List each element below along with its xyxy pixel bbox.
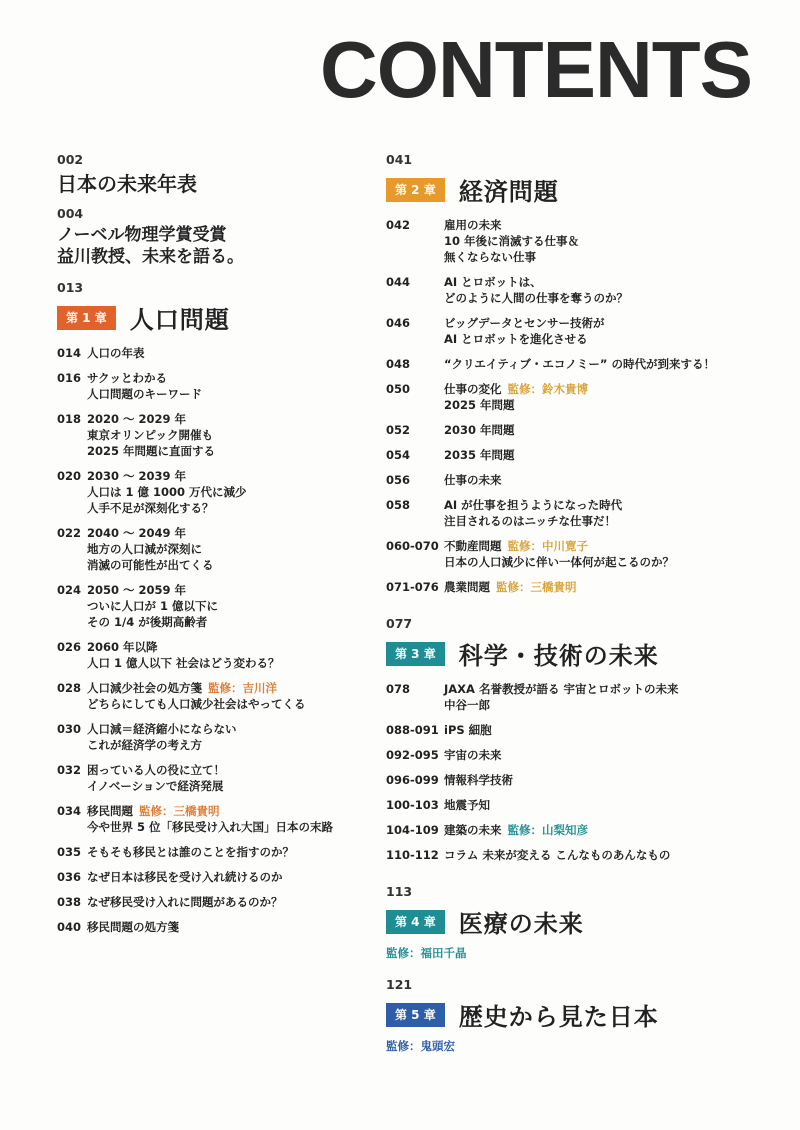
supervisor-label: 監修：吉川洋	[208, 681, 277, 695]
entry-line: 2050 ～ 2059 年	[87, 583, 187, 597]
entry-page-number: 058	[386, 498, 411, 512]
entry-text	[87, 869, 283, 885]
entry-page-number: 038	[57, 895, 82, 909]
entry-line: どのように人間の仕事を奪うのか？	[444, 291, 628, 305]
entry-line: 情報科学技術	[444, 773, 513, 787]
entry-page-number: 048	[386, 357, 411, 371]
chapter-badge: 第 2 章	[386, 178, 445, 202]
entry-text	[444, 315, 605, 347]
toc-entry	[386, 472, 766, 488]
entry-line: 人口減＝経済縮小にならない	[87, 722, 237, 736]
toc-entry	[57, 370, 377, 402]
entry-page-number: 104-109	[386, 823, 439, 837]
entry-line: 東京オリンピック開催も	[87, 428, 214, 442]
toc-entry	[57, 894, 377, 910]
entry-text	[444, 772, 513, 788]
entry-line: AI が仕事を担うようになった時代	[444, 498, 623, 512]
entry-page-number: 100-103	[386, 798, 439, 812]
toc-entry	[386, 356, 766, 372]
toc-entry	[57, 844, 377, 860]
entry-page-number: 018	[57, 412, 82, 426]
supervisor-label: 監修：三橋貴明	[139, 804, 220, 818]
spacer	[386, 965, 766, 977]
toc-entry	[57, 411, 377, 459]
entry-line: これが経済学の考え方	[87, 738, 202, 752]
entry-line: なぜ日本は移民を受け入れ続けるのか	[87, 870, 283, 884]
entry-text	[87, 762, 225, 794]
entry-line: 2060 年以降	[87, 640, 158, 654]
entry-line: 人口 1 億人以下 社会はどう変わる？	[87, 656, 280, 670]
entry-line: 無くならない仕事	[444, 250, 536, 264]
toc-entry	[386, 847, 766, 863]
toc-entry	[57, 468, 377, 516]
entry-text	[87, 894, 283, 910]
entry-line: 人手不足が深刻化する？	[87, 501, 214, 515]
chapter-page-number: 013	[57, 280, 84, 295]
toc-entry	[386, 497, 766, 529]
supervisor-label: 監修：山梨知彦	[507, 823, 588, 837]
entry-text	[87, 525, 214, 573]
entry-line: 2025 年問題に直面する	[87, 444, 216, 458]
entry-page-number: 110-112	[386, 848, 439, 862]
entry-text	[87, 411, 215, 459]
entry-text	[87, 370, 202, 402]
entry-line: 2030 ～ 2039 年	[87, 469, 187, 483]
entry-text	[87, 582, 218, 630]
entry-line: 移民問題の処方箋	[87, 920, 179, 934]
entry-line: コラム 未来が変える こんなものあんなもの	[444, 848, 671, 862]
entry-line: iPS 細胞	[444, 723, 492, 737]
entry-page-number: 046	[386, 316, 411, 330]
entry-page-number: 032	[57, 763, 82, 777]
chapter-badge: 第 5 章	[386, 1003, 445, 1027]
toc-entry	[386, 422, 766, 438]
toc-entry	[386, 772, 766, 788]
entry-page-number: 014	[57, 346, 82, 360]
contents-heading: CONTENTS	[320, 25, 752, 114]
entry-text	[87, 468, 247, 516]
entry-line: JAXA 名誉教授が語る 宇宙とロボットの未来	[444, 682, 679, 696]
chapter-5-heading	[386, 997, 766, 1032]
toc-entry	[386, 747, 766, 763]
intro-page-number: 004	[57, 206, 84, 221]
entry-page-number: 060-070	[386, 539, 439, 553]
entry-line: 注目されるのはニッチな仕事だ！	[444, 514, 617, 528]
chapter-badge: 第 4 章	[386, 910, 445, 934]
toc-entry	[386, 274, 766, 306]
entry-line: その 1/4 が後期高齢者	[87, 615, 208, 629]
toc-entry	[57, 869, 377, 885]
chapter-supervisor: 監修：鬼頭宏	[386, 1039, 455, 1053]
toc-entry	[386, 822, 766, 838]
spacer	[386, 872, 766, 884]
entry-line: 困っている人の役に立て！	[87, 763, 225, 777]
entry-page-number: 050	[386, 382, 411, 396]
entry-page-number: 052	[386, 423, 411, 437]
entry-line: 人口減少社会の処方箋 監修：吉川洋	[87, 681, 277, 695]
entry-page-number: 078	[386, 682, 411, 696]
intro-page-number: 002	[57, 152, 84, 167]
spacer	[386, 604, 766, 616]
entry-line: 人口は 1 億 1000 万代に減少	[87, 485, 247, 499]
entry-line: ついに人口が 1 億以下に	[87, 599, 219, 613]
toc-entry	[386, 538, 766, 570]
intro-title	[57, 224, 377, 268]
entry-page-number: 056	[386, 473, 411, 487]
chapter-title: 人口問題	[129, 306, 230, 334]
entry-text	[444, 381, 588, 413]
entry-page-number: 071-076	[386, 580, 439, 594]
entry-line: “クリエイティブ・エコノミー” の時代が到来する！	[444, 357, 715, 371]
entry-line: サクッとわかる	[87, 371, 168, 385]
entry-text	[87, 721, 237, 753]
entry-line: 地方の人口減が深刻に	[87, 542, 202, 556]
entry-text	[444, 579, 577, 595]
toc-entry	[57, 582, 377, 630]
left-column	[57, 152, 377, 944]
chapter-page-number: 041	[386, 152, 413, 167]
entry-line: 仕事の変化 監修：鈴木貴博	[444, 382, 588, 396]
entry-page-number: 020	[57, 469, 82, 483]
toc-entry	[57, 803, 377, 835]
entry-text	[444, 847, 670, 863]
entry-text	[444, 681, 678, 713]
supervisor-label: 監修：中川寛子	[507, 539, 588, 553]
entry-line: 10 年後に消滅する仕事＆	[444, 234, 580, 248]
entry-line: 地震予知	[444, 798, 490, 812]
entry-text	[444, 822, 588, 838]
chapter-page-number: 121	[386, 977, 413, 992]
entry-page-number: 034	[57, 804, 82, 818]
entry-line: ビッグデータとセンサー技術が	[444, 316, 605, 330]
entry-text	[87, 803, 333, 835]
chapter-1-heading	[57, 300, 377, 335]
chapter-badge: 第 3 章	[386, 642, 445, 666]
entry-page-number: 026	[57, 640, 82, 654]
entry-text	[444, 447, 515, 463]
toc-entry	[386, 681, 766, 713]
entry-text	[87, 639, 280, 671]
entry-text	[87, 919, 179, 935]
entry-text	[444, 747, 502, 763]
entry-text	[444, 797, 490, 813]
entry-line: 今や世界 5 位「移民受け入れ大国」日本の末路	[87, 820, 334, 834]
supervisor-label: 監修：三橋貴明	[496, 580, 577, 594]
entry-page-number: 096-099	[386, 773, 439, 787]
right-column	[386, 152, 766, 1058]
toc-entry	[57, 721, 377, 753]
entry-page-number: 030	[57, 722, 82, 736]
toc-entry	[57, 345, 377, 361]
entry-page-number: 022	[57, 526, 82, 540]
toc-entry	[57, 680, 377, 712]
toc-entry	[57, 525, 377, 573]
entry-line: 消滅の可能性が出てくる	[87, 558, 214, 572]
chapter-2-heading	[386, 172, 766, 207]
entry-text	[444, 538, 674, 570]
entry-page-number: 036	[57, 870, 82, 884]
entry-page-number: 054	[386, 448, 411, 462]
entry-page-number: 042	[386, 218, 411, 232]
intro-title-line: 日本の未来年表	[57, 172, 197, 196]
entry-page-number: 092-095	[386, 748, 439, 762]
entry-line: 雇用の未来	[444, 218, 502, 232]
entry-line: 2035 年問題	[444, 448, 515, 462]
supervisor-label: 監修：鈴木貴博	[507, 382, 588, 396]
chapter-title: 経済問題	[458, 178, 559, 206]
entry-text	[444, 722, 492, 738]
entry-line: 2030 年問題	[444, 423, 515, 437]
entry-text	[444, 356, 715, 372]
entry-line: 移民問題 監修：三橋貴明	[87, 804, 220, 818]
entry-line: 農業問題 監修：三橋貴明	[444, 580, 577, 594]
chapter-title: 歴史から見た日本	[458, 1003, 659, 1031]
chapter-title: 医療の未来	[458, 910, 584, 938]
entry-text	[444, 497, 622, 529]
toc-entry	[57, 919, 377, 935]
entry-text	[87, 844, 294, 860]
entry-page-number: 016	[57, 371, 82, 385]
toc-entry	[386, 381, 766, 413]
entry-line: 人口問題のキーワード	[87, 387, 202, 401]
entry-line: なぜ移民受け入れに問題があるのか？	[87, 895, 283, 909]
toc-entry	[386, 797, 766, 813]
entry-line: 日本の人口減少に伴い一体何が起こるのか？	[444, 555, 674, 569]
entry-line: 宇宙の未来	[444, 748, 502, 762]
entry-text	[87, 680, 306, 712]
chapter-page-number: 113	[386, 884, 413, 899]
entry-page-number: 088-091	[386, 723, 439, 737]
entry-line: そもそも移民とは誰のことを指すのか？	[87, 845, 294, 859]
entry-line: どちらにしても人口減少社会はやってくる	[87, 697, 306, 711]
chapter-page-number: 077	[386, 616, 413, 631]
chapter-title: 科学・技術の未来	[458, 642, 659, 670]
intro-title-line: 益川教授、未来を語る。	[57, 247, 244, 267]
toc-entry	[386, 315, 766, 347]
toc-entry	[386, 722, 766, 738]
entry-line: AI とロボットは、	[444, 275, 542, 289]
toc-entry	[57, 762, 377, 794]
intro-title	[57, 171, 377, 198]
entry-text	[87, 345, 145, 361]
toc-entry	[386, 447, 766, 463]
entry-line: AI とロボットを進化させる	[444, 332, 588, 346]
toc-entry	[386, 217, 766, 265]
entry-text	[444, 274, 628, 306]
chapter-badge: 第 1 章	[57, 306, 116, 330]
entry-line: 中谷一郎	[444, 698, 490, 712]
toc-entry	[57, 639, 377, 671]
entry-page-number: 044	[386, 275, 411, 289]
entry-line: 2025 年問題	[444, 398, 515, 412]
chapter-supervisor: 監修：福田千晶	[386, 946, 467, 960]
entry-text	[444, 422, 515, 438]
entry-page-number: 024	[57, 583, 82, 597]
entry-text	[444, 472, 502, 488]
entry-page-number: 028	[57, 681, 82, 695]
entry-page-number: 040	[57, 920, 82, 934]
entry-page-number: 035	[57, 845, 82, 859]
intro-title-line: ノーベル物理学賞受賞	[57, 225, 227, 245]
chapter-3-heading	[386, 636, 766, 671]
entry-line: 人口の年表	[87, 346, 145, 360]
entry-line: 2020 ～ 2029 年	[87, 412, 187, 426]
entry-line: 建築の未来 監修：山梨知彦	[444, 823, 588, 837]
entry-line: イノベーションで経済発展	[87, 779, 224, 793]
toc-entry	[386, 579, 766, 595]
entry-text	[444, 217, 579, 265]
chapter-4-heading	[386, 904, 766, 939]
entry-line: 仕事の未来	[444, 473, 502, 487]
entry-line: 2040 ～ 2049 年	[87, 526, 187, 540]
entry-line: 不動産問題 監修：中川寛子	[444, 539, 588, 553]
